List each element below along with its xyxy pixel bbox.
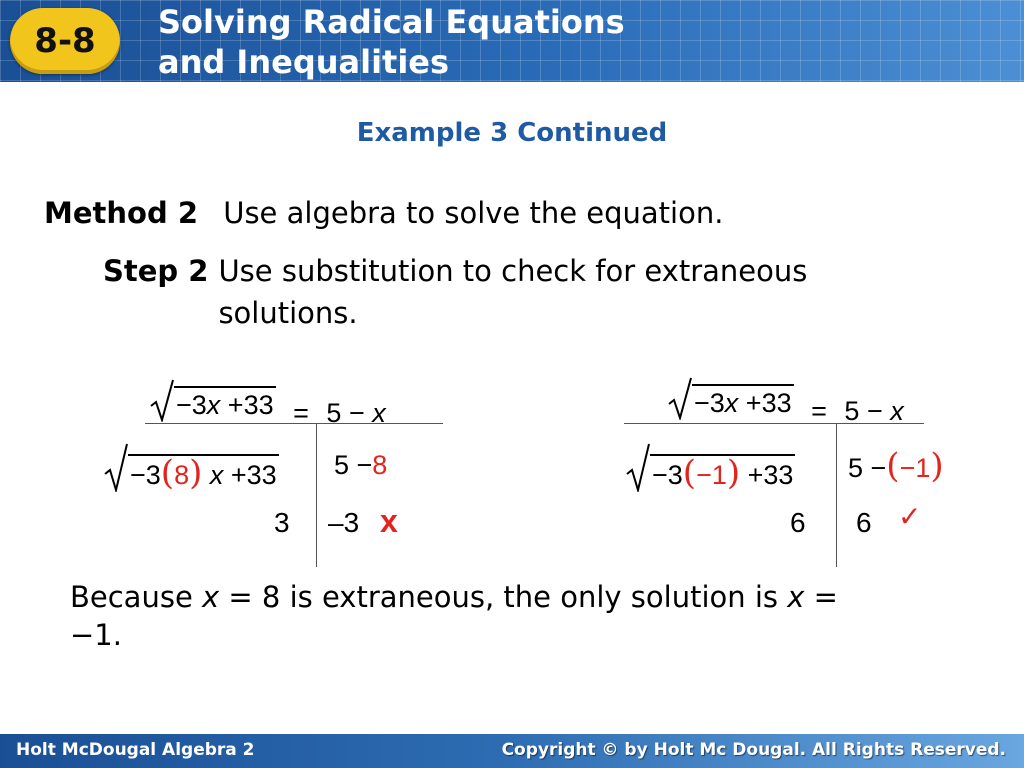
left-eq-rhs: 5 −	[326, 398, 373, 428]
left-sub-var: x	[209, 460, 224, 490]
left-table-hrule	[145, 423, 443, 424]
left-table-vrule	[316, 424, 317, 567]
right-sub-radical	[626, 442, 795, 492]
left-result-rhs: –3	[328, 507, 360, 538]
left-sub-const: +33	[223, 460, 277, 490]
example-heading: Example 3 Continued	[356, 118, 668, 148]
footer-publisher: Holt McDougal Algebra 2	[16, 740, 255, 760]
left-eq-coef: −3	[176, 390, 207, 420]
left-sub-paren-close: )	[189, 453, 203, 493]
right-substitution-rhs	[848, 446, 944, 486]
right-sub-value: −1	[696, 460, 727, 490]
right-table-hrule	[624, 423, 924, 424]
method-line	[44, 196, 723, 230]
lesson-number-badge: 8-8	[10, 8, 120, 74]
left-substitution-rhs	[334, 450, 387, 481]
right-sub-rhs-paren-close: )	[930, 446, 944, 486]
right-eq-equals: =	[811, 396, 827, 426]
conclusion-text	[70, 578, 890, 654]
right-equation-radical	[668, 376, 794, 420]
lesson-title-line-1: Solving Radical Equations	[158, 3, 625, 41]
left-eq-rhs-var: x	[372, 398, 386, 428]
radical-sign-icon	[626, 442, 650, 492]
slide-header	[0, 0, 1024, 82]
not-equal-x-icon: x	[380, 503, 398, 539]
right-sub-rhs: 5 −	[848, 453, 887, 483]
radical-sign-icon	[150, 378, 174, 422]
left-eq-var: x	[206, 390, 221, 420]
right-eq-const: +33	[738, 388, 792, 418]
left-sub-rhs-value: 8	[372, 450, 388, 480]
radical-sign-icon	[668, 376, 692, 420]
left-sub-value: 8	[174, 460, 190, 490]
right-eq-rhs-var: x	[890, 396, 904, 426]
left-sub-radical	[104, 442, 279, 492]
right-substitution-lhs	[626, 442, 795, 499]
left-equation-radicand	[174, 386, 276, 422]
footer-copyright: Copyright © by Holt Mc Dougal. All Rights Reserved.	[501, 740, 1006, 760]
radical-sign-icon	[104, 442, 128, 492]
conclusion-var-1: x	[202, 580, 220, 614]
lesson-title	[158, 2, 625, 82]
step-line	[103, 254, 938, 334]
left-sub-paren-open: (	[160, 453, 175, 493]
lesson-title-line-2: and Inequalities	[158, 43, 450, 81]
conclusion-part-2: = 8 is extraneous, the only solution is	[219, 580, 788, 614]
slide-footer	[0, 734, 1024, 768]
left-sub-coef: −3	[130, 460, 161, 490]
right-eq-coef: −3	[694, 388, 725, 418]
left-equation	[150, 378, 386, 429]
left-sub-radicand	[128, 454, 279, 492]
conclusion-part-1: Because	[70, 580, 203, 614]
left-eq-const: +33	[220, 390, 274, 420]
right-result-lhs: 6	[790, 507, 806, 538]
conclusion-var-2: x	[787, 580, 805, 614]
right-sub-radicand	[650, 454, 795, 492]
right-equation	[668, 376, 904, 427]
left-eq-equals: =	[293, 398, 309, 428]
right-sub-const: +33	[740, 460, 794, 490]
right-sub-paren-open: (	[682, 453, 697, 493]
right-eq-var: x	[724, 388, 739, 418]
right-table-vrule	[836, 424, 837, 567]
right-equation-radicand	[692, 384, 794, 420]
right-sub-rhs-value: −1	[899, 453, 931, 483]
right-sub-rhs-paren-open: (	[886, 446, 900, 486]
method-label: Method 2	[44, 196, 198, 230]
left-substitution-lhs	[104, 442, 279, 499]
step-text: Use substitution to check for extraneous solutions.	[218, 254, 808, 330]
right-sub-paren-close: )	[726, 453, 741, 493]
left-sub-rhs: 5 −	[334, 450, 373, 480]
right-result-rhs: 6	[856, 507, 872, 538]
left-equation-radical	[150, 378, 276, 422]
conclusion-part-3: = −1.	[70, 580, 838, 652]
checkmark-icon: ✓	[898, 501, 922, 532]
step-label: Step 2	[103, 254, 209, 288]
right-sub-coef: −3	[652, 460, 683, 490]
right-eq-rhs: 5 −	[844, 396, 891, 426]
method-text: Use algebra to solve the equation.	[223, 196, 724, 230]
left-result-lhs: 3	[274, 507, 290, 538]
